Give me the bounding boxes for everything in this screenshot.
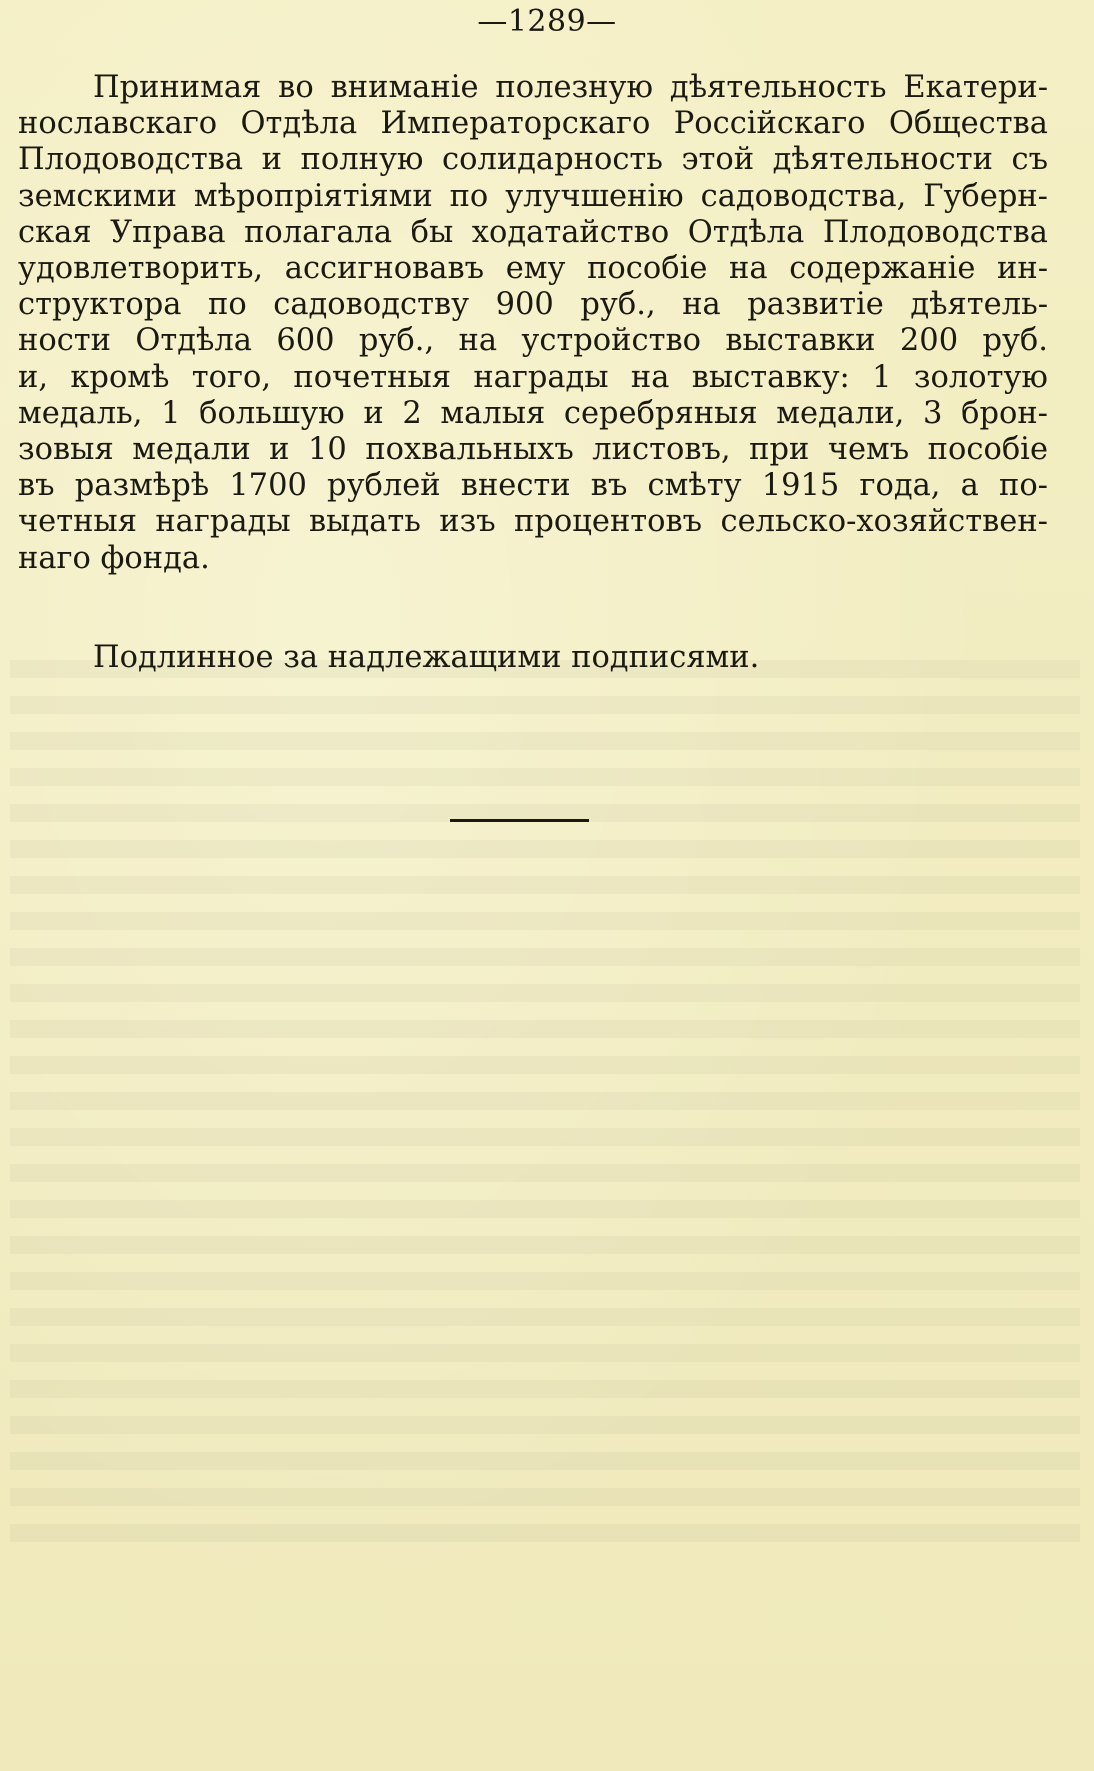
paragraph-line: структора по садоводству 900 руб., на развитіе дѣятель- <box>18 287 1048 323</box>
paragraph-line: удовлетворить, ассигновавъ ему пособіе на содержаніе ин- <box>18 251 1048 287</box>
paragraph-line: земскими мѣропріятіями по улучшенію садоводства, Губерн- <box>18 178 1048 214</box>
horizontal-rule <box>450 819 589 822</box>
paragraph-line: зовыя медали и 10 похвальныхъ листовъ, при чемъ пособіе <box>18 432 1048 468</box>
paragraph-line: ности Отдѣла 600 руб., на устройство выставки 200 руб. <box>18 323 1048 359</box>
page-number: —1289— <box>477 4 617 39</box>
bleed-through-texture <box>10 660 1080 1560</box>
paragraph-line: четныя награды выдать изъ процентовъ сельско-хозяйствен- <box>18 504 1048 540</box>
paragraph-line: Плодоводства и полную солидарность этой дѣятельности съ <box>18 142 1048 178</box>
paragraph-line: въ размѣрѣ 1700 рублей внести въ смѣту 1915 года, а по- <box>18 468 1048 504</box>
paragraph-line: наго фонда. <box>18 540 210 576</box>
paragraph-line: Принимая во вниманіе полезную дѣятельность Екатери- <box>93 70 1048 105</box>
signature-note: Подлинное за надлежащими подписями. <box>93 640 760 675</box>
main-paragraph <box>18 70 1048 577</box>
paragraph-line: и, кромѣ того, почетныя награды на выставку: 1 золотую <box>18 359 1048 395</box>
paragraph-line: медаль, 1 большую и 2 малыя серебряныя медали, 3 брон- <box>18 395 1048 431</box>
paragraph-line: ская Управа полагала бы ходатайство Отдѣла Плодоводства <box>18 214 1048 250</box>
paragraph-line: нославскаго Отдѣла Императорскаго Россійскаго Общества <box>18 106 1048 142</box>
